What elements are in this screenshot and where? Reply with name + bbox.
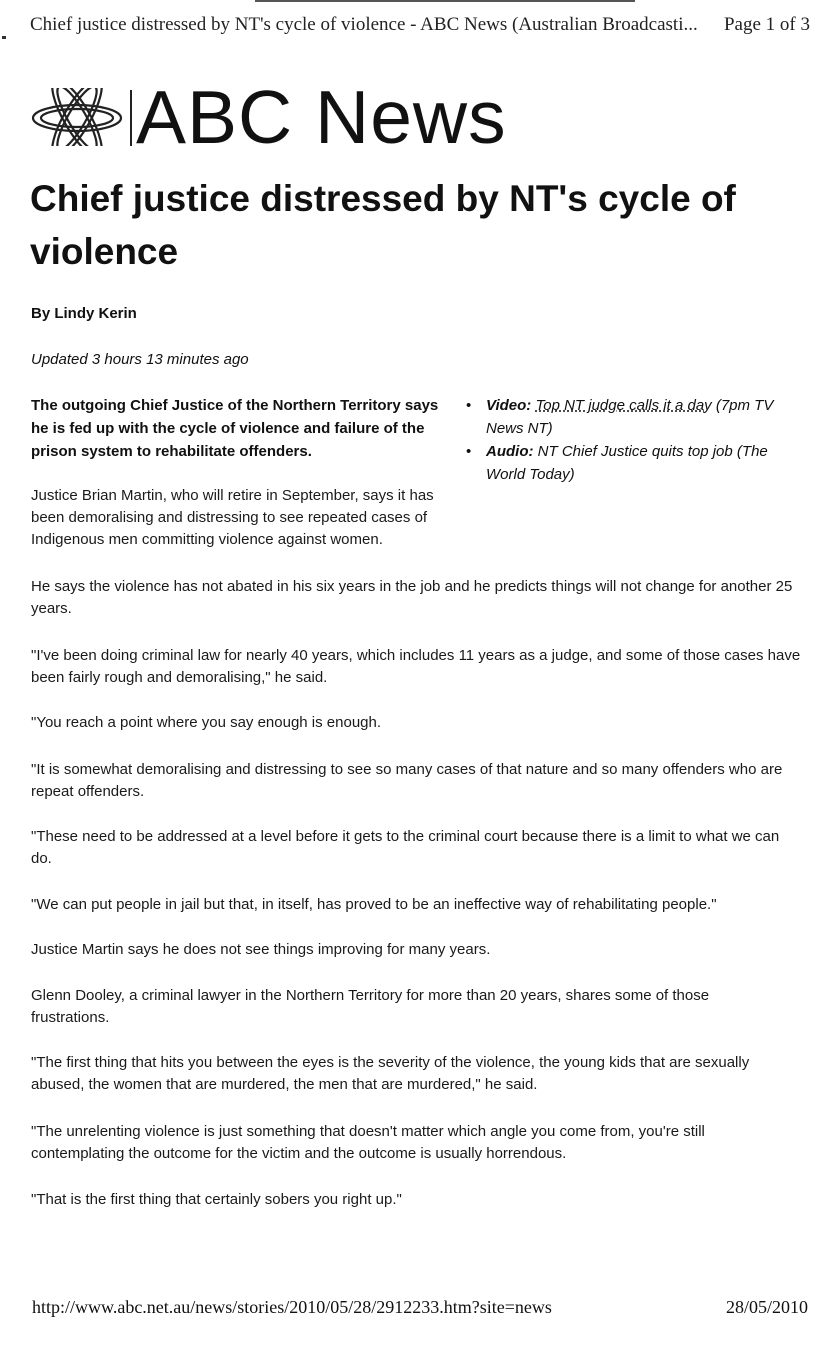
article-byline: By Lindy Kerin: [31, 305, 137, 322]
abc-lissajous-logo-icon: [30, 88, 125, 146]
masthead-divider: [130, 90, 132, 146]
masthead: [30, 75, 550, 159]
related-media-link[interactable]: NT Chief Justice quits top job: [537, 443, 733, 460]
article-intro: The outgoing Chief Justice of the Northern Territory says he is fed up with the cycle of violence and failure of the prison system to rehabilitate offenders.: [31, 397, 439, 460]
article-paragraph: "You reach a point where you say enough is enough.: [31, 714, 382, 731]
print-header: [30, 14, 810, 40]
print-header-page-number: Page 1 of 3: [723, 14, 810, 35]
related-media-kind: Audio:: [486, 443, 534, 460]
article-paragraph: Glenn Dooley, a criminal lawyer in the Northern Territory for more than 20 years, shares some of those frustrations.: [31, 987, 710, 1026]
print-footer-date: 28/05/2010: [725, 1297, 808, 1317]
article-updated-time: Updated 3 hours 13 minutes ago: [31, 351, 249, 368]
related-media-item-video: [462, 394, 807, 440]
bullet-icon: •: [466, 443, 472, 460]
article-paragraph: "I've been doing criminal law for nearly 40 years, which includes 11 years as a judge, and some of those cases have been fairly rough and demoralising," he said.: [31, 647, 801, 686]
article-paragraph: "That is the first thing that certainly sobers you right up.": [31, 1191, 402, 1208]
related-media-link[interactable]: Top NT judge calls it a day: [535, 397, 712, 414]
bullet-icon: •: [466, 397, 472, 414]
article-paragraph: Justice Martin says he does not see things improving for many years.: [31, 941, 491, 958]
print-header-title: Chief justice distressed by NT's cycle of violence - ABC News (Australian Broadcasti...: [30, 14, 698, 35]
related-media-source: (7pm TV News NT): [486, 397, 774, 437]
article-paragraph: "These need to be addressed at a level before it gets to the criminal court because there is a limit to what we can do.: [31, 828, 780, 867]
related-media-list: [462, 394, 807, 486]
related-media-item-audio: [462, 440, 807, 486]
related-media-kind: Video:: [486, 397, 532, 414]
article-paragraph: "We can put people in jail but that, in itself, has proved to be an ineffective way of rehabilitating people.": [31, 896, 717, 913]
scan-artifact-mark: [2, 36, 6, 39]
article-headline: Chief justice distressed by NT's cycle of violence: [30, 178, 736, 272]
print-footer-url: http://www.abc.net.au/news/stories/2010/05/28/2912233.htm?site=news: [32, 1297, 552, 1317]
related-media-source: (The World Today): [486, 443, 768, 483]
article-paragraph: "The unrelenting violence is just something that doesn't matter which angle you come from, you're still contemplating the outcome for the victim and the outcome is usually horrendous.: [31, 1123, 705, 1162]
article-paragraph: "It is somewhat demoralising and distressing to see so many cases of that nature and so many offenders who are repeat offenders.: [31, 761, 783, 800]
article-paragraph: He says the violence has not abated in his six years in the job and he predicts things will not change for another 25 years.: [31, 578, 793, 617]
article-paragraph: Justice Brian Martin, who will retire in September, says it has been demoralising and distressing to see repeated cases of Indigenous men committing violence against women.: [31, 487, 434, 548]
print-footer: [32, 1297, 808, 1321]
masthead-brand: ABC News: [136, 75, 507, 159]
scan-artifact-line: [255, 0, 635, 2]
article-paragraph: "The first thing that hits you between the eyes is the severity of the violence, the young kids that are sexually abused, the women that are murdered, the men that are murdered," he said.: [31, 1054, 750, 1093]
